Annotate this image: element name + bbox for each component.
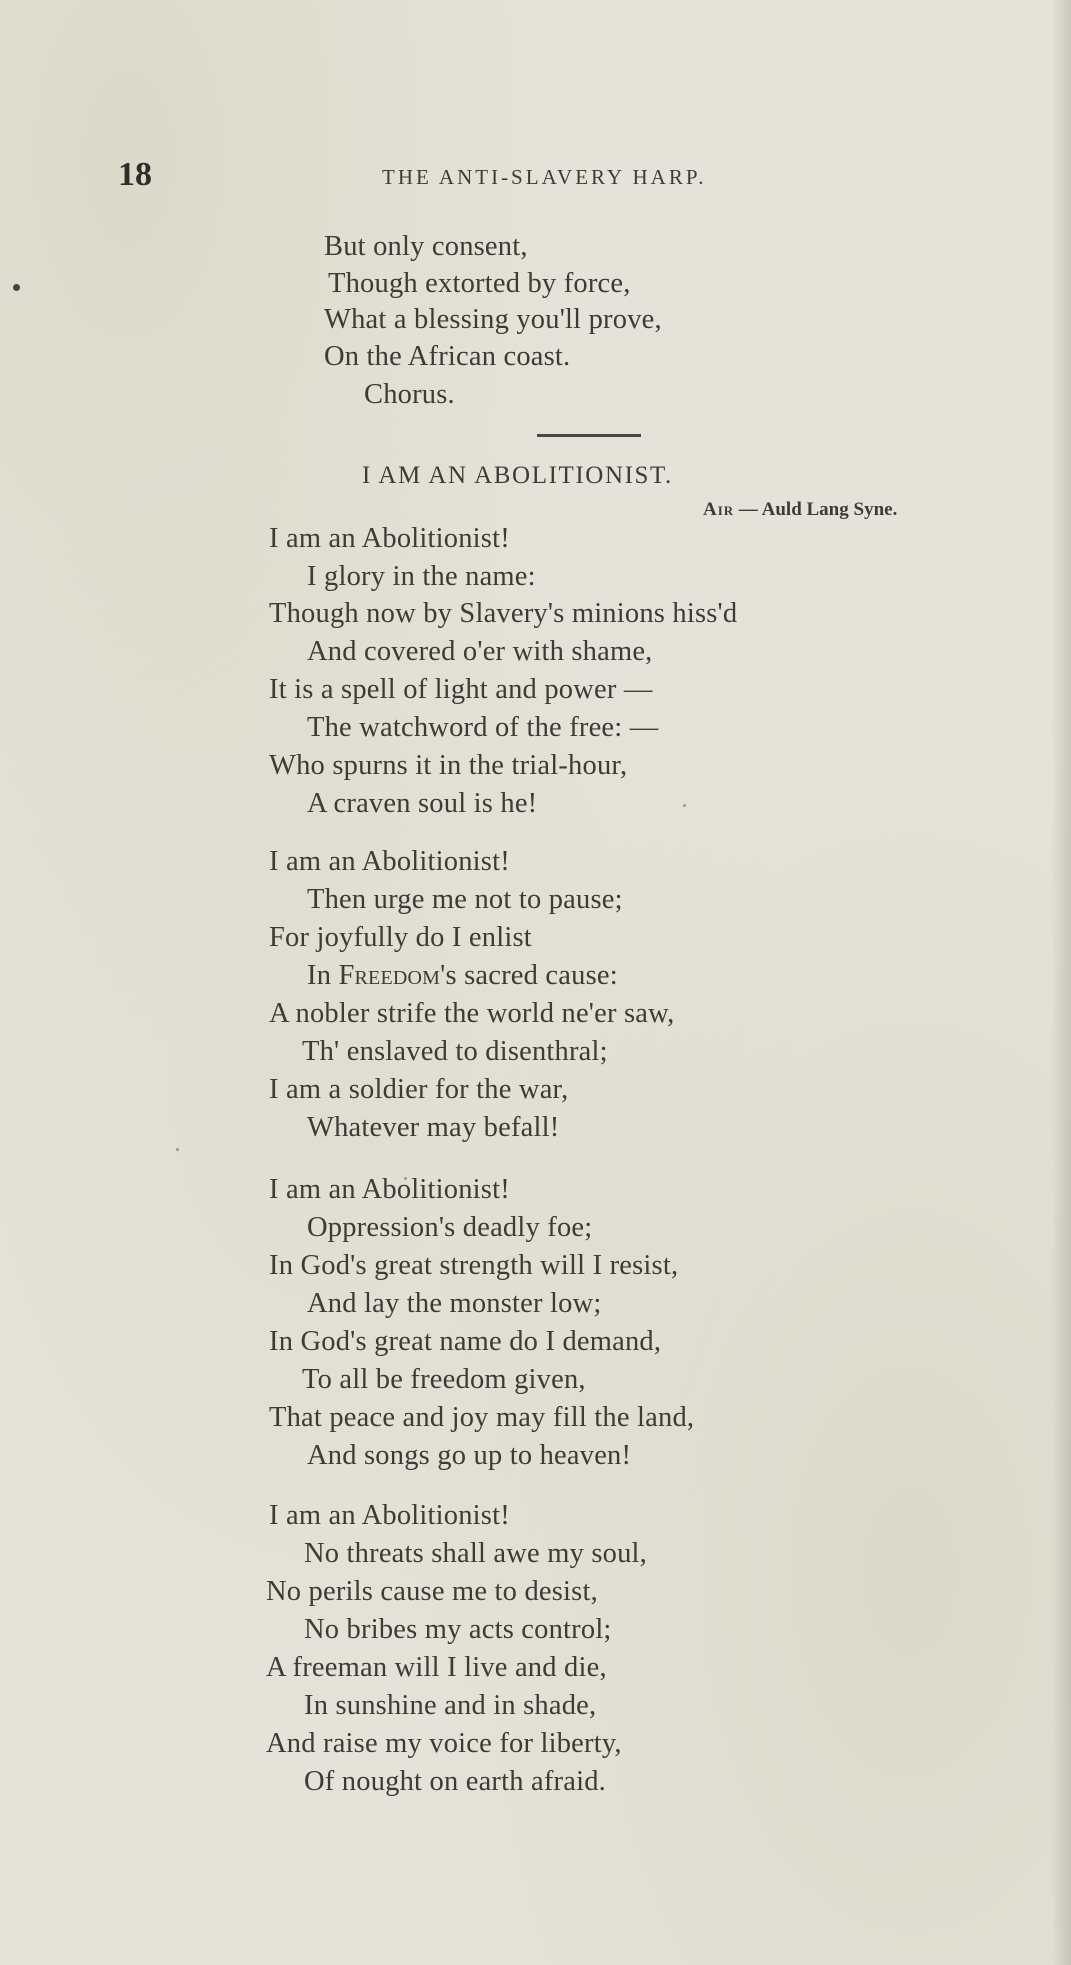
verse-line: The watchword of the free: —	[307, 712, 659, 743]
verse-line: In God's great strength will I resist,	[269, 1250, 679, 1281]
verse-line: Who spurns it in the trial-hour,	[269, 750, 628, 781]
song-title: I AM AN ABOLITIONIST.	[362, 462, 673, 489]
verse-line: I am an Abolitionist!	[269, 1174, 510, 1205]
verse-line: I am an Abolitionist!	[269, 846, 510, 877]
verse-line: And songs go up to heaven!	[307, 1440, 632, 1471]
verse-line: That peace and joy may fill the land,	[269, 1402, 695, 1433]
verse-line: I am an Abolitionist!	[269, 1500, 510, 1531]
verse-line-prefix: In	[307, 960, 339, 991]
verse-line: But only consent,	[324, 231, 528, 262]
air-separator: —	[734, 499, 762, 520]
verse-line: No threats shall awe my soul,	[304, 1538, 647, 1569]
air-label: Air	[703, 499, 735, 520]
verse-line: I am a soldier for the war,	[269, 1074, 569, 1105]
air-attribution	[703, 500, 897, 519]
verse-line: To all be freedom given,	[302, 1364, 586, 1395]
verse-line: I am an Abolitionist!	[269, 523, 510, 554]
running-title: THE ANTI-SLAVERY HARP.	[382, 165, 707, 189]
air-tune: Auld Lang Syne.	[761, 499, 898, 520]
verse-line: No bribes my acts control;	[304, 1614, 612, 1645]
section-divider	[537, 434, 641, 437]
verse-line: On the African coast.	[324, 341, 571, 372]
verse-line: Whatever may befall!	[307, 1112, 560, 1143]
verse-line: In God's great name do I demand,	[269, 1326, 662, 1357]
margin-mark	[13, 284, 20, 291]
verse-line: It is a spell of light and power —	[269, 674, 653, 705]
chorus-label: Chorus.	[364, 379, 455, 410]
paper-speck	[176, 1148, 179, 1151]
verse-line: A freeman will I live and die,	[266, 1652, 607, 1683]
verse-line: Though extorted by force,	[328, 268, 631, 299]
verse-line: No perils cause me to desist,	[266, 1576, 598, 1607]
verse-line: Oppression's deadly foe;	[307, 1212, 593, 1243]
page-edge-shadow	[1051, 0, 1071, 1965]
verse-line: Of nought on earth afraid.	[304, 1766, 606, 1797]
verse-line: For joyfully do I enlist	[269, 922, 532, 953]
verse-line: What a blessing you'll prove,	[324, 304, 662, 335]
verse-line: A nobler strife the world ne'er saw,	[269, 998, 675, 1029]
verse-line: I glory in the name:	[307, 561, 536, 592]
verse-line: Th' enslaved to disenthral;	[302, 1036, 608, 1067]
verse-line: In sunshine and in shade,	[304, 1690, 597, 1721]
verse-line: Though now by Slavery's minions hiss'd	[269, 598, 738, 629]
paper-speck	[683, 804, 686, 807]
page-number: 18	[118, 156, 152, 193]
verse-line-rest: 's sacred cause:	[440, 960, 618, 991]
verse-line	[307, 962, 618, 991]
verse-line: And covered o'er with shame,	[307, 636, 653, 667]
freedom-word: Freedom	[338, 960, 441, 991]
verse-line: A craven soul is he!	[307, 788, 538, 819]
verse-line: And lay the monster low;	[307, 1288, 602, 1319]
verse-line: And raise my voice for liberty,	[266, 1728, 622, 1759]
verse-line: Then urge me not to pause;	[307, 884, 623, 915]
